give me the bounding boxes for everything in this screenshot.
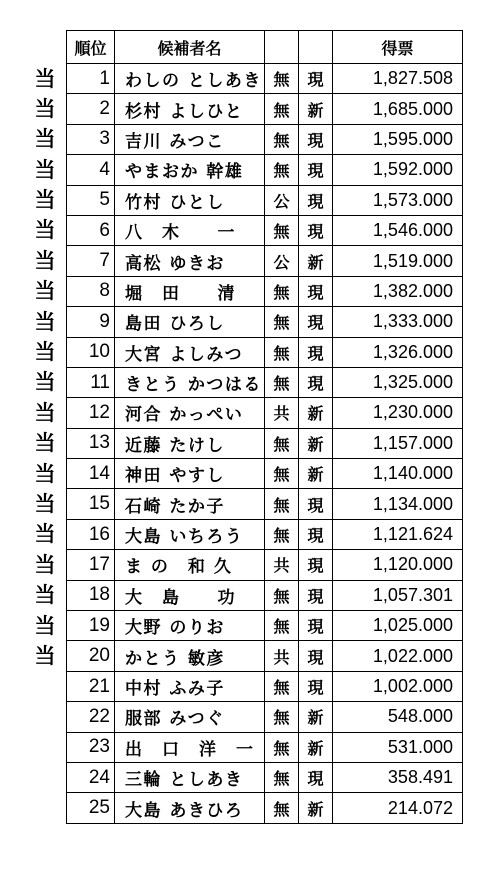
status-cell: 現	[299, 185, 333, 215]
rank-cell: 20	[67, 641, 115, 671]
party-cell: 無	[265, 337, 299, 367]
table-row	[67, 671, 463, 701]
status-cell: 現	[299, 611, 333, 641]
elected-mark	[24, 732, 66, 762]
party-cell: 無	[265, 155, 299, 185]
party-cell: 公	[265, 185, 299, 215]
votes-cell: 548.000	[333, 702, 463, 732]
candidate-name-cell: 島田 ひろし	[115, 307, 265, 337]
rank-cell: 13	[67, 428, 115, 458]
candidate-name-cell: 八 木 一	[115, 215, 265, 245]
status-cell: 現	[299, 124, 333, 154]
status-cell: 現	[299, 580, 333, 610]
candidate-name-cell: 高松 ゆきお	[115, 246, 265, 276]
elected-mark: 当	[34, 340, 56, 365]
votes-cell: 1,022.000	[333, 641, 463, 671]
party-cell: 無	[265, 702, 299, 732]
votes-cell: 1,230.000	[333, 398, 463, 428]
elected-mark: 当	[34, 522, 56, 547]
table-row	[67, 489, 463, 519]
votes-cell: 1,685.000	[333, 94, 463, 124]
party-cell: 無	[265, 459, 299, 489]
elected-mark: 当	[34, 96, 56, 121]
rank-cell: 11	[67, 367, 115, 397]
status-cell: 新	[299, 459, 333, 489]
table-row	[67, 276, 463, 306]
party-cell: 無	[265, 276, 299, 306]
candidate-name-cell: 河合 かっぺい	[115, 398, 265, 428]
election-results-table	[66, 30, 463, 824]
elected-mark: 当	[34, 309, 56, 334]
elected-mark	[24, 671, 66, 701]
rank-cell: 8	[67, 276, 115, 306]
votes-cell: 1,120.000	[333, 550, 463, 580]
elected-mark: 当	[34, 431, 56, 456]
rank-cell: 6	[67, 215, 115, 245]
votes-cell: 1,121.624	[333, 519, 463, 549]
elected-mark: 当	[34, 248, 56, 273]
status-cell: 現	[299, 337, 333, 367]
candidate-name-cell: 吉川 みつこ	[115, 124, 265, 154]
candidate-name-cell: 大 島 功	[115, 580, 265, 610]
table-row	[67, 398, 463, 428]
elected-mark: 当	[34, 127, 56, 152]
party-cell: 無	[265, 367, 299, 397]
party-cell: 無	[265, 762, 299, 792]
rank-cell: 3	[67, 124, 115, 154]
candidate-name-cell: 堀 田 清	[115, 276, 265, 306]
votes-cell: 358.491	[333, 762, 463, 792]
candidate-name-cell: 大島 いちろう	[115, 519, 265, 549]
candidate-name-cell: 大野 のりお	[115, 611, 265, 641]
rank-cell: 1	[67, 64, 115, 94]
elected-mark: 当	[34, 583, 56, 608]
candidate-name-cell: ま の 和 久	[115, 550, 265, 580]
elected-mark	[24, 762, 66, 792]
table-row	[67, 580, 463, 610]
status-cell: 新	[299, 94, 333, 124]
table-row	[67, 367, 463, 397]
status-cell: 現	[299, 215, 333, 245]
candidate-name-cell: 大宮 よしみつ	[115, 337, 265, 367]
rank-cell: 12	[67, 398, 115, 428]
party-cell: 共	[265, 641, 299, 671]
rank-cell: 7	[67, 246, 115, 276]
header-rank: 順位	[67, 31, 115, 64]
header-name: 候補者名	[115, 31, 265, 64]
party-cell: 無	[265, 94, 299, 124]
rank-cell: 15	[67, 489, 115, 519]
header-votes: 得票	[333, 31, 463, 64]
party-cell: 無	[265, 124, 299, 154]
rank-cell: 24	[67, 762, 115, 792]
header-status	[299, 31, 333, 64]
party-cell: 無	[265, 489, 299, 519]
status-cell: 現	[299, 155, 333, 185]
rank-cell: 23	[67, 732, 115, 762]
status-cell: 新	[299, 702, 333, 732]
rank-cell: 16	[67, 519, 115, 549]
status-cell: 現	[299, 519, 333, 549]
party-cell: 無	[265, 732, 299, 762]
elected-mark: 当	[34, 66, 56, 91]
candidate-name-cell: わしの としあき	[115, 64, 265, 94]
votes-cell: 1,140.000	[333, 459, 463, 489]
candidate-name-cell: 神田 やすし	[115, 459, 265, 489]
rank-cell: 2	[67, 94, 115, 124]
table-row	[67, 94, 463, 124]
votes-cell: 1,134.000	[333, 489, 463, 519]
candidate-name-cell: 出 口 洋 一	[115, 732, 265, 762]
status-cell: 現	[299, 64, 333, 94]
status-cell: 現	[299, 641, 333, 671]
elected-mark: 当	[34, 643, 56, 668]
rank-cell: 4	[67, 155, 115, 185]
status-cell: 現	[299, 307, 333, 337]
votes-cell: 1,519.000	[333, 246, 463, 276]
candidate-name-cell: 服部 みつぐ	[115, 702, 265, 732]
votes-cell: 1,827.508	[333, 64, 463, 94]
elected-mark: 当	[34, 188, 56, 213]
elected-mark	[24, 702, 66, 732]
candidate-name-cell: きとう かつはる	[115, 367, 265, 397]
candidate-name-cell: 中村 ふみ子	[115, 671, 265, 701]
votes-cell: 1,326.000	[333, 337, 463, 367]
elected-mark: 当	[34, 218, 56, 243]
party-cell: 無	[265, 215, 299, 245]
rank-cell: 25	[67, 793, 115, 823]
party-cell: 共	[265, 398, 299, 428]
table-row	[67, 732, 463, 762]
rank-cell: 9	[67, 307, 115, 337]
elected-mark: 当	[34, 461, 56, 486]
table-row	[67, 519, 463, 549]
votes-cell: 1,057.301	[333, 580, 463, 610]
votes-cell: 1,592.000	[333, 155, 463, 185]
elected-mark: 当	[34, 370, 56, 395]
table-row	[67, 793, 463, 823]
elected-mark: 当	[34, 157, 56, 182]
status-cell: 現	[299, 671, 333, 701]
candidate-name-cell: 大島 あきひろ	[115, 793, 265, 823]
table-row	[67, 246, 463, 276]
candidate-name-cell: やまおか 幹雄	[115, 155, 265, 185]
elected-mark-column	[24, 64, 66, 824]
status-cell: 新	[299, 732, 333, 762]
rank-cell: 18	[67, 580, 115, 610]
votes-cell: 1,595.000	[333, 124, 463, 154]
party-cell: 公	[265, 246, 299, 276]
status-cell: 現	[299, 489, 333, 519]
status-cell: 現	[299, 367, 333, 397]
status-cell: 新	[299, 428, 333, 458]
candidate-name-cell: 近藤 たけし	[115, 428, 265, 458]
votes-cell: 1,157.000	[333, 428, 463, 458]
votes-cell: 1,025.000	[333, 611, 463, 641]
header-party	[265, 31, 299, 64]
party-cell: 共	[265, 550, 299, 580]
elected-mark: 当	[34, 613, 56, 638]
table-row	[67, 215, 463, 245]
status-cell: 新	[299, 246, 333, 276]
party-cell: 無	[265, 428, 299, 458]
rank-cell: 5	[67, 185, 115, 215]
votes-cell: 1,546.000	[333, 215, 463, 245]
elected-mark: 当	[34, 491, 56, 516]
votes-cell: 531.000	[333, 732, 463, 762]
rank-cell: 14	[67, 459, 115, 489]
table-row	[67, 185, 463, 215]
party-cell: 無	[265, 307, 299, 337]
party-cell: 無	[265, 671, 299, 701]
status-cell: 現	[299, 550, 333, 580]
party-cell: 無	[265, 793, 299, 823]
table-row	[67, 428, 463, 458]
rank-cell: 21	[67, 671, 115, 701]
table-row	[67, 550, 463, 580]
table-row	[67, 124, 463, 154]
candidate-name-cell: 石崎 たか子	[115, 489, 265, 519]
table-row	[67, 64, 463, 94]
elected-mark: 当	[34, 400, 56, 425]
rank-cell: 10	[67, 337, 115, 367]
table-row	[67, 459, 463, 489]
rank-cell: 22	[67, 702, 115, 732]
candidate-name-cell: 三輪 としあき	[115, 762, 265, 792]
status-cell: 新	[299, 398, 333, 428]
status-cell: 新	[299, 793, 333, 823]
candidate-name-cell: かとう 敏彦	[115, 641, 265, 671]
party-cell: 無	[265, 64, 299, 94]
header-row	[67, 31, 463, 64]
status-cell: 現	[299, 762, 333, 792]
votes-cell: 214.072	[333, 793, 463, 823]
elected-mark: 当	[34, 279, 56, 304]
elected-mark: 当	[34, 552, 56, 577]
votes-cell: 1,333.000	[333, 307, 463, 337]
rank-cell: 17	[67, 550, 115, 580]
party-cell: 無	[265, 611, 299, 641]
table-row	[67, 611, 463, 641]
votes-cell: 1,325.000	[333, 367, 463, 397]
party-cell: 無	[265, 580, 299, 610]
table-row	[67, 337, 463, 367]
table-row	[67, 762, 463, 792]
votes-cell: 1,573.000	[333, 185, 463, 215]
party-cell: 無	[265, 519, 299, 549]
candidate-name-cell: 杉村 よしひと	[115, 94, 265, 124]
candidate-name-cell: 竹村 ひとし	[115, 185, 265, 215]
votes-cell: 1,382.000	[333, 276, 463, 306]
table-row	[67, 155, 463, 185]
table-row	[67, 641, 463, 671]
rank-cell: 19	[67, 611, 115, 641]
table-row	[67, 307, 463, 337]
table-row	[67, 702, 463, 732]
elected-mark	[24, 793, 66, 823]
status-cell: 現	[299, 276, 333, 306]
votes-cell: 1,002.000	[333, 671, 463, 701]
